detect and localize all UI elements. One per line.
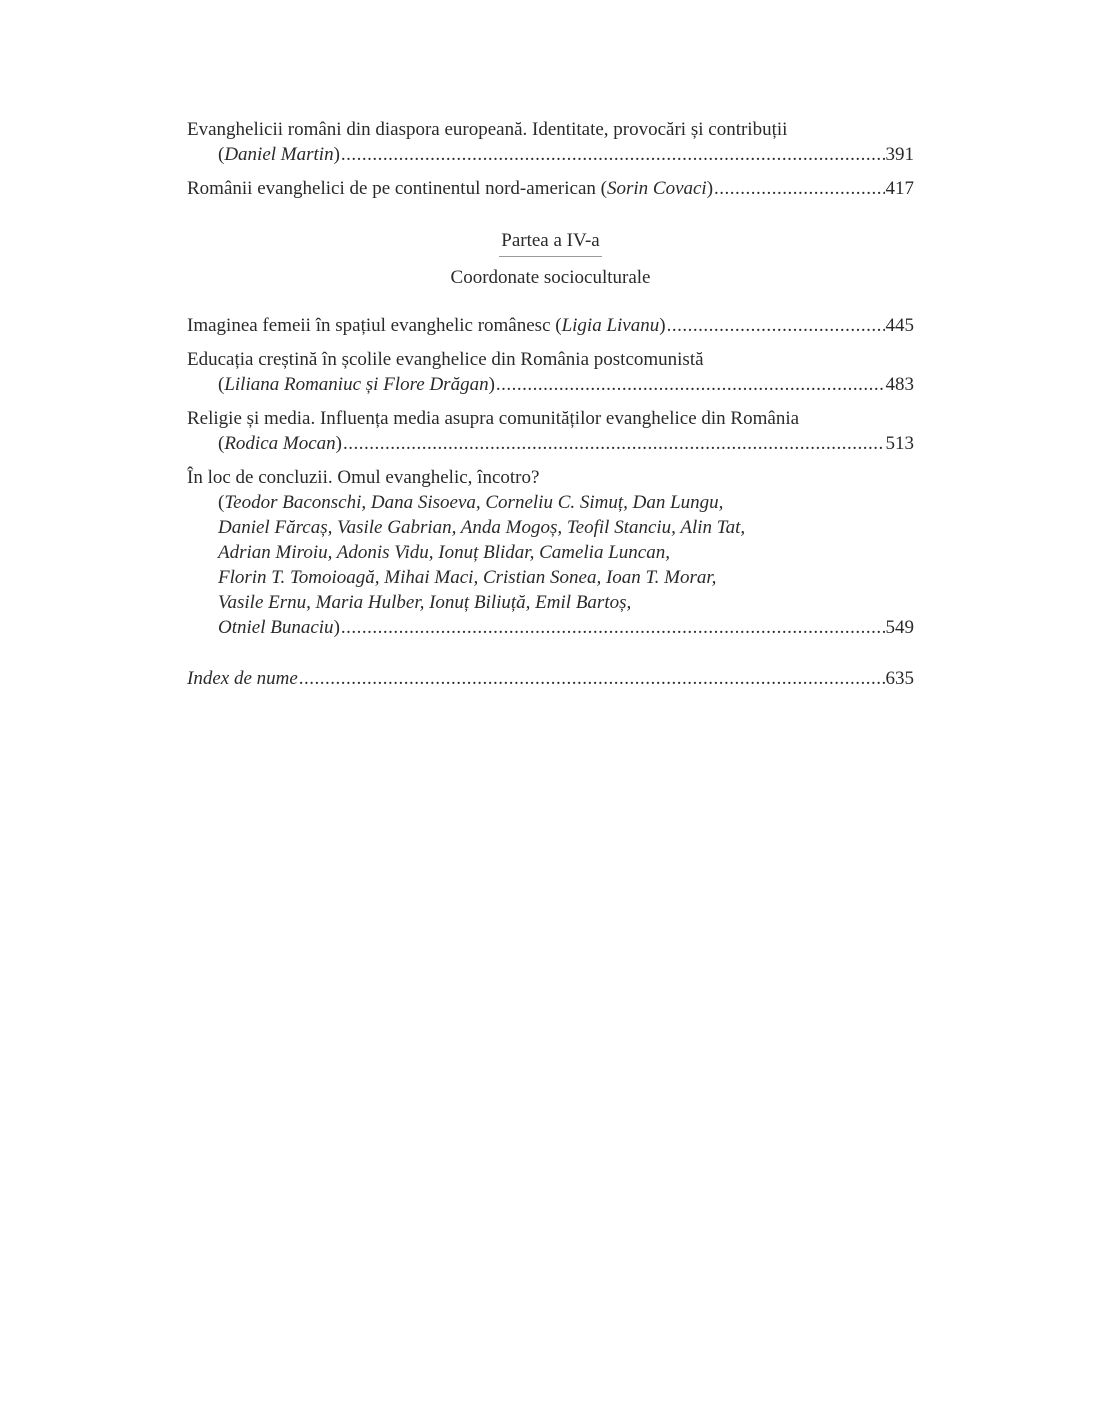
toc-entry-author-line <box>187 615 914 640</box>
toc-entry-line <box>187 666 914 691</box>
toc-entry-author-line <box>187 540 914 565</box>
dot-leader <box>714 176 884 201</box>
toc-entry-title: Religie și media. Influența media asupra comunităților evanghelice din România <box>187 408 800 429</box>
toc-entry-authors: Liliana Romaniuc și Flore Drăgan <box>224 374 489 395</box>
toc-entry-title-line <box>187 406 914 431</box>
toc-entry-author-line <box>187 431 914 456</box>
toc-entry-authors: Sorin Covaci <box>606 178 707 199</box>
part-number: Partea a IV-a <box>499 228 601 257</box>
toc-entry-authors-line-3: Adrian Miroiu, Adonis Vidu, Ionuț Blidar, Camelia Luncan, <box>218 542 670 563</box>
toc-entry-title-line <box>187 465 914 490</box>
paren-close: ) <box>659 315 666 336</box>
paren-close: ) <box>488 374 495 395</box>
toc-entry-title: Românii evanghelici de pe continentul nord-american ( <box>187 178 607 199</box>
paren-close: ) <box>706 178 714 199</box>
toc-entry-index-de-nume[interactable] <box>187 666 914 691</box>
toc-entry-educatia-crestina[interactable] <box>187 347 914 397</box>
table-of-contents <box>187 117 914 700</box>
toc-entry-author-line <box>187 490 914 515</box>
paren-close: ) <box>335 433 342 454</box>
toc-entry-authors: Daniel Martin <box>224 144 334 165</box>
part-heading <box>187 228 914 291</box>
toc-entry-title: Educația creștină în școlile evanghelice din România postcomunistă <box>187 349 704 370</box>
toc-entry-authors-line-5: Vasile Ernu, Maria Hulber, Ionuț Biliuță, Emil Bartoș, <box>218 592 632 613</box>
part-title: Coordonate socioculturale <box>450 267 651 288</box>
toc-entry-author-line <box>187 590 914 615</box>
toc-entry-authors-line-1: Teodor Baconschi, Dana Sisoeva, Corneliu C. Simuț, Dan Lungu, <box>224 492 724 513</box>
paren-open: ( <box>218 492 225 513</box>
toc-entry-imaginea-femeii[interactable] <box>187 313 914 338</box>
toc-entry-romanii-evanghelici-nord-american[interactable] <box>187 176 914 201</box>
toc-entry-authors: Ligia Livanu <box>561 315 660 336</box>
paren-open: ( <box>218 144 225 165</box>
toc-entry-evanghelicii-romani-diaspora[interactable] <box>187 117 914 167</box>
toc-entry-page: 635 <box>885 668 914 689</box>
toc-entry-authors-line-4: Florin T. Tomoioagă, Mihai Maci, Cristian Sonea, Ioan T. Morar, <box>218 567 717 588</box>
toc-entry-line <box>187 313 914 338</box>
toc-entry-page: 417 <box>885 178 914 199</box>
toc-entry-author-line <box>187 515 914 540</box>
toc-entry-author-line <box>187 565 914 590</box>
dot-leader <box>341 142 885 167</box>
toc-entry-authors-line-6: Otniel Bunaciu <box>218 617 334 638</box>
dot-leader <box>341 615 885 640</box>
toc-entry-line <box>187 176 914 201</box>
toc-entry-title-line <box>187 347 914 372</box>
toc-entry-title-line <box>187 117 914 142</box>
dot-leader <box>343 431 885 456</box>
toc-entry-authors: Rodica Mocan <box>224 433 336 454</box>
toc-entry-author-line <box>187 372 914 397</box>
toc-entry-page: 483 <box>885 374 914 395</box>
dot-leader <box>496 372 885 397</box>
dot-leader <box>299 666 885 691</box>
toc-entry-title: Evanghelicii români din diaspora europeană. Identitate, provocări și contribuții <box>187 119 788 140</box>
toc-entry-page: 513 <box>885 433 914 454</box>
toc-entry-page: 445 <box>885 315 914 336</box>
toc-entry-page: 549 <box>885 617 914 638</box>
paren-close: ) <box>333 144 340 165</box>
toc-entry-authors-line-2: Daniel Fărcaș, Vasile Gabrian, Anda Mogoș, Teofil Stanciu, Alin Tat, <box>218 517 746 538</box>
toc-entry-religie-si-media[interactable] <box>187 406 914 456</box>
dot-leader <box>667 313 885 338</box>
paren-open: ( <box>218 374 225 395</box>
toc-entry-page: 391 <box>885 144 914 165</box>
toc-entry-title: Imaginea femeii în spațiul evanghelic românesc ( <box>187 315 562 336</box>
paren-close: ) <box>333 617 340 638</box>
toc-entry-title: În loc de concluzii. Omul evanghelic, încotro? <box>187 467 540 488</box>
paren-open: ( <box>218 433 225 454</box>
toc-entry-author-line <box>187 142 914 167</box>
toc-entry-in-loc-de-concluzii[interactable] <box>187 465 914 640</box>
toc-entry-title: Index de nume <box>187 668 298 689</box>
